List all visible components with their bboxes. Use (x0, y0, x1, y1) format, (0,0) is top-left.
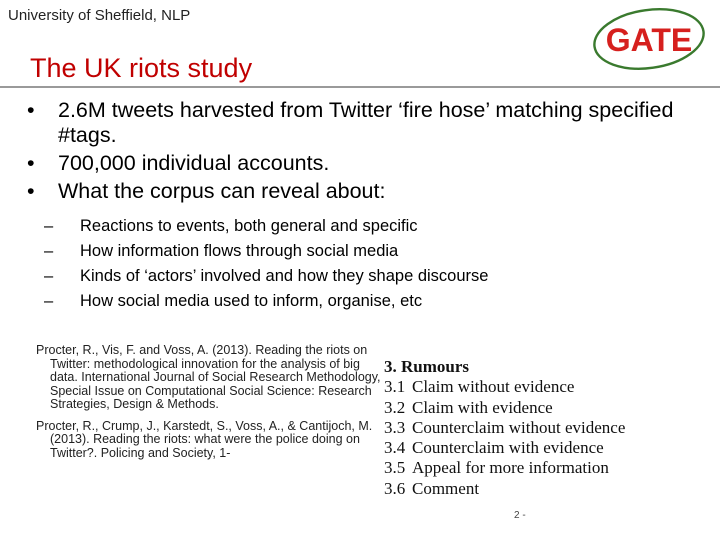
sub-bullet-item (44, 264, 488, 289)
slide-title: The UK riots study (30, 53, 253, 83)
rumour-label: Counterclaim with evidence (412, 438, 604, 458)
sub-bullet-dash: – (44, 242, 54, 260)
rumour-category (384, 418, 674, 438)
rumour-label: Appeal for more information (412, 458, 609, 478)
rumour-category (384, 377, 674, 397)
rumour-number: 3.2 (384, 397, 406, 417)
bullet-item (22, 179, 702, 204)
rumour-number: 3.1 (384, 377, 406, 397)
sub-bullet-dash: – (44, 217, 54, 235)
sub-bullet-dash: – (44, 292, 54, 310)
rumour-category (384, 438, 674, 458)
rumour-label: Claim without evidence (412, 377, 575, 397)
sub-bullet-text: How social media used to inform, organise, etc (80, 292, 423, 310)
references (36, 344, 386, 468)
reference-item: Procter, R., Crump, J., Karstedt, S., Voss, A., & Cantijoch, M. (2013). Reading the riots: what were the police doing on Twitter?. Policing and Society, 1- (36, 418, 373, 460)
sub-bullet-list (44, 214, 488, 314)
rumour-label: Comment (412, 478, 480, 498)
sub-bullet-dash: – (44, 267, 54, 285)
gate-logo (591, 6, 707, 72)
rumour-category (384, 398, 674, 418)
title-divider (0, 86, 720, 88)
rumour-number: 3.6 (384, 478, 406, 498)
main-bullet-list (22, 98, 702, 207)
sub-bullet-item (44, 214, 488, 239)
rumour-label: Counterclaim without evidence (412, 417, 626, 437)
bullet-text: 2.6M tweets harvested from Twitter ‘fire hose’ matching specified #tags. (58, 98, 674, 147)
sub-bullet-item (44, 289, 488, 314)
rumour-category (384, 458, 674, 478)
bullet-item (22, 98, 702, 148)
rumour-label: Claim with evidence (412, 397, 553, 417)
page-number: 2 - (514, 510, 526, 521)
rumours-heading: 3. Rumours (384, 357, 470, 376)
gate-logo-text: GATE (605, 22, 693, 58)
sub-bullet-item (44, 239, 488, 264)
rumour-category (384, 479, 674, 499)
bullet-item (22, 151, 702, 176)
rumours-figure (384, 357, 674, 499)
organisation-label: University of Sheffield, NLP (8, 7, 191, 24)
rumour-number: 3.4 (384, 438, 406, 458)
sub-bullet-text: Reactions to events, both general and specific (80, 217, 418, 235)
bullet-text: 700,000 individual accounts. (58, 151, 330, 175)
sub-bullet-text: How information flows through social media (80, 242, 399, 260)
bullet-dot: • (27, 151, 35, 175)
reference-item: Procter, R., Vis, F. and Voss, A. (2013). Reading the riots on Twitter: methodological innovation for the analysis of big data. International Journal of Social Research Methodology, Special Issue on Computational Social Science: Research Strategies, Design & Methods. (36, 343, 381, 411)
bullet-dot: • (27, 98, 35, 122)
bullet-text: What the corpus can reveal about: (58, 179, 386, 203)
rumour-number: 3.3 (384, 417, 406, 437)
bullet-dot: • (27, 179, 35, 203)
sub-bullet-text: Kinds of ‘actors’ involved and how they shape discourse (80, 267, 489, 285)
rumour-number: 3.5 (384, 458, 406, 478)
